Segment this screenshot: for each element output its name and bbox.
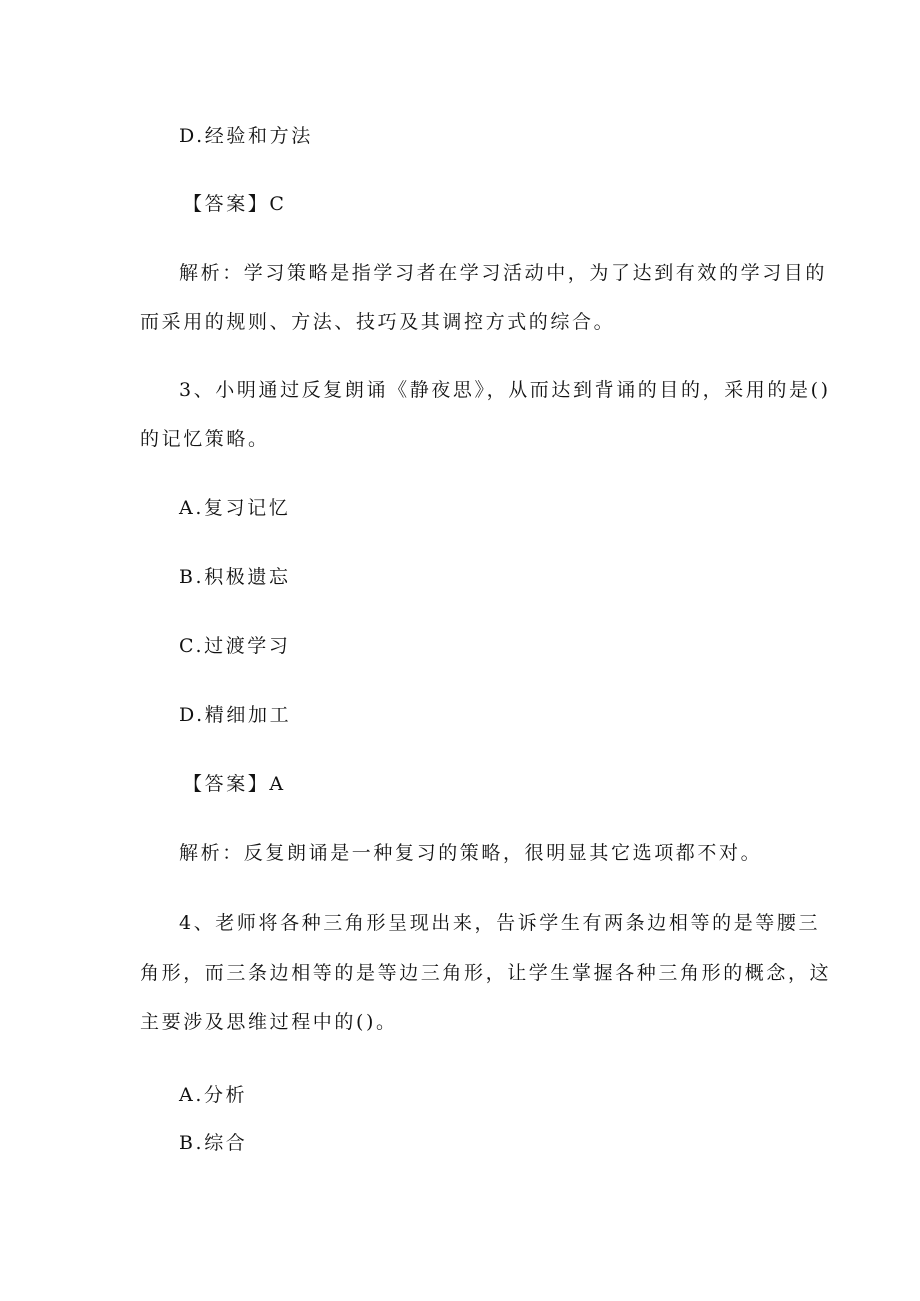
q4-option-b: B.综合: [179, 1132, 248, 1154]
q3-answer: 【答案】A: [183, 773, 286, 795]
q2-answer: 【答案】C: [183, 193, 287, 215]
q4-stem-line1: 4、老师将各种三角形呈现出来，告诉学生有两条边相等的是等腰三: [179, 912, 821, 934]
q4-stem-line3: 主要涉及思维过程中的()。: [140, 1011, 398, 1033]
q3-analysis: 解析：反复朗诵是一种复习的策略，很明显其它选项都不对。: [179, 842, 763, 864]
q3-stem-line2: 的记忆策略。: [140, 428, 270, 450]
q3-stem-line1: 3、小明通过反复朗诵《静夜思》，从而达到背诵的目的，采用的是(): [179, 379, 831, 401]
q3-option-c: C.过渡学习: [179, 635, 291, 657]
q3-option-d: D.精细加工: [179, 704, 292, 726]
q4-option-a: A.分析: [179, 1084, 248, 1106]
q2-analysis-line2: 而采用的规则、方法、技巧及其调控方式的综合。: [140, 311, 616, 333]
q3-option-b: B.积极遗忘: [179, 566, 291, 588]
q3-option-a: A.复习记忆: [179, 497, 291, 519]
q2-option-d: D.经验和方法: [179, 125, 313, 147]
q2-analysis-line1: 解析：学习策略是指学习者在学习活动中，为了达到有效的学习目的: [179, 262, 828, 284]
q4-stem-line2: 角形，而三条边相等的是等边三角形，让学生掌握各种三角形的概念，这: [140, 962, 832, 984]
